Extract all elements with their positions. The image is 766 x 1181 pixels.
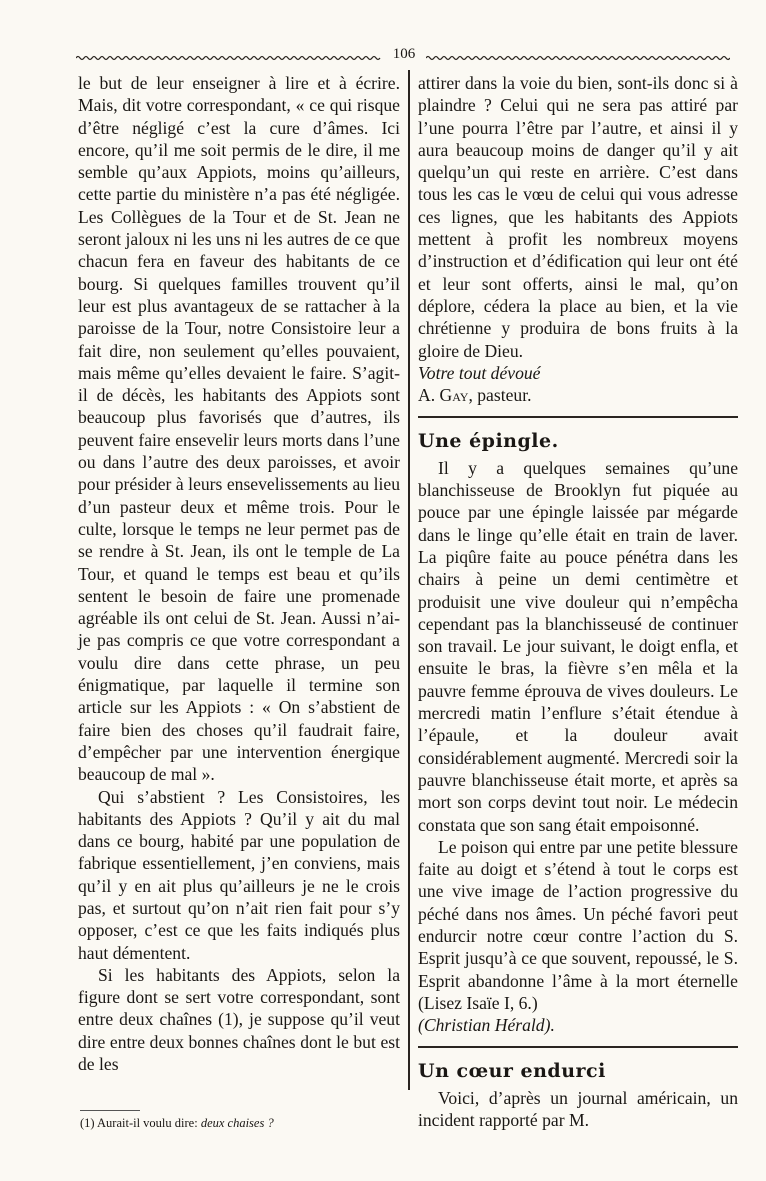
paragraph: Qui s’abstient ? Les Consistoires, les habitants des Appiots ? Qu’il y ait du mal dans ce bourg, habité par une population de fabrique essentiellement, j’en conviens, mais qu’il y en ait plus qu’ailleurs je ne le crois pas, et surtout qu’on n’ait rien fait pour s’y opposer, c’est ce que les faits indiqués plus haut démentent. xyxy=(78,786,400,963)
signature-title: , pasteur. xyxy=(468,385,532,406)
letter-closing: Votre tout dévoué xyxy=(418,362,541,383)
footnote-italic: deux chaises ? xyxy=(200,1116,274,1130)
paragraph: le but de leur enseigner à lire et à écrire. Mais, dit votre correspondant, « ce qui risque d’être négligé c’est la cure d’âmes. Ici encore, qu’il me soit permis de le dire, il me semble qu’aux Appiots, moins qu’ailleurs, cette partie du ministère n’a pas été négligée. Les Collègues de la Tour et de St. Jean ne seront jaloux ni les uns ni les autres de ce que chacun fera en faveur des habitants de ce bourg. Si quelques familles trouvent qu’il leur est plus avantageux de se rattacher à la paroisse de la Tour, notre Consistoire leur a fait dire, non seulement qu’elles pouvaient, mais même qu’elles devaient le faire. S’agit-il de décès, les habitants des Appiots sont beaucoup plus favorisés que d’autres, ils peuvent faire ensevelir leurs morts dans l’une ou dans l’autre des deux paroisses, et avoir pour présider à leurs ensevelissements au lieu d’un pasteur deux et même trois. Pour le culte, lorsque le temps ne leur permet pas de se rendre à St. Jean, ils ont le temple de La Tour, et quand le temps est beau et qu’ils sentent le besoin de faire une promenade agréable ils ont celui de St. Jean. Aussi n’ai-je pas compris ce que votre correspondant a voulu dire dans cette phrase, un peu énigmatique, par laquelle il termine son article sur les Appiots : « On s’abstient de faire bien des choses qu’il faudrait faire, d’empêcher par une intervention énergique beaucoup de mal ». xyxy=(78,73,400,785)
signature-name: Gay xyxy=(439,385,469,406)
page-header xyxy=(76,46,730,66)
paragraph: Si les habitants des Appiots, selon la figure dont se sert votre correspondant, sont entre deux chaînes (1), je suppose qu’il veut dire entre deux bonnes chaînes dont le but est de les xyxy=(78,964,400,1075)
article-source: (Christian Hérald). xyxy=(418,1015,555,1036)
wavy-rule-right xyxy=(426,55,730,61)
article-title: Un cœur endurci xyxy=(418,1060,606,1083)
signature-initial: A. xyxy=(418,385,436,406)
letter-conclusion: attirer dans la voie du bien, sont-ils donc si à plaindre ? Celui qui ne sera pas attiré par l’une pourra l’être par l’autre, et ainsi il y aura beaucoup moins de danger qu’il y ait quelqu’un qui reste en arrière. C’est dans tous les cas le vœu de celui qui vous adresse ces lignes, que les habitants des Appiots mettent à profit les nombreux moyens d’instruction et d’édification qui leur ont été et leur sont offerts, ainsi le mal, qu’on déplore, cédera la place au bien, et la vie chrétienne y produira de bons fruits à la gloire de Dieu. xyxy=(418,73,738,361)
paragraph: Le poison qui entre par une petite blessure faite au doigt et s’étend à tout le corps est une vive image de l’action progressive du péché dans nos âmes. Un péché favori peut endurcir notre cœur contre l’action du S. Esprit jusqu’à ce que souvent, repoussé, le S. Esprit abandonne l’âme à la mort éternelle (Lisez Isaïe I, 6.) xyxy=(418,836,738,1013)
right-column xyxy=(418,72,738,1131)
footnote-rule xyxy=(80,1110,140,1111)
left-column xyxy=(78,72,400,1075)
paragraph: Il y a quelques semaines qu’une blanchisseuse de Brooklyn fut piquée au pouce par une épingle laissée par mégarde dans le linge qu’elle était en train de laver. La piqûre faite au pouce pénétra dans les chairs à peine un demi centimètre et produisit une vive douleur qui n’empêcha cependant pas la blanchisseusé de continuer son travail. Le jour suivant, le doigt enfla, et ensuite le bras, la fièvre s’en mêla et la pauvre femme éprouva de vives douleurs. Le mercredi matin l’enflure s’était étendue à l’épaule, et la douleur avait considérablement augmenté. Mercredi soir la pauvre blanchisseuse était morte, et après sa mort son corps devint tout noir. Le médecin constata que son sang était empoisonné. xyxy=(418,457,738,835)
footnote-text: (1) Aurait-il voulu dire: xyxy=(80,1116,198,1130)
page-number: 106 xyxy=(392,46,416,62)
paragraph: Voici, d’après un journal américain, un incident rapporté par M. xyxy=(418,1087,738,1131)
letter-signature xyxy=(418,384,738,406)
article-title: Une épingle. xyxy=(418,430,559,453)
wavy-rule-left xyxy=(76,55,382,61)
footnote xyxy=(80,1116,400,1131)
column-divider xyxy=(408,70,410,1090)
